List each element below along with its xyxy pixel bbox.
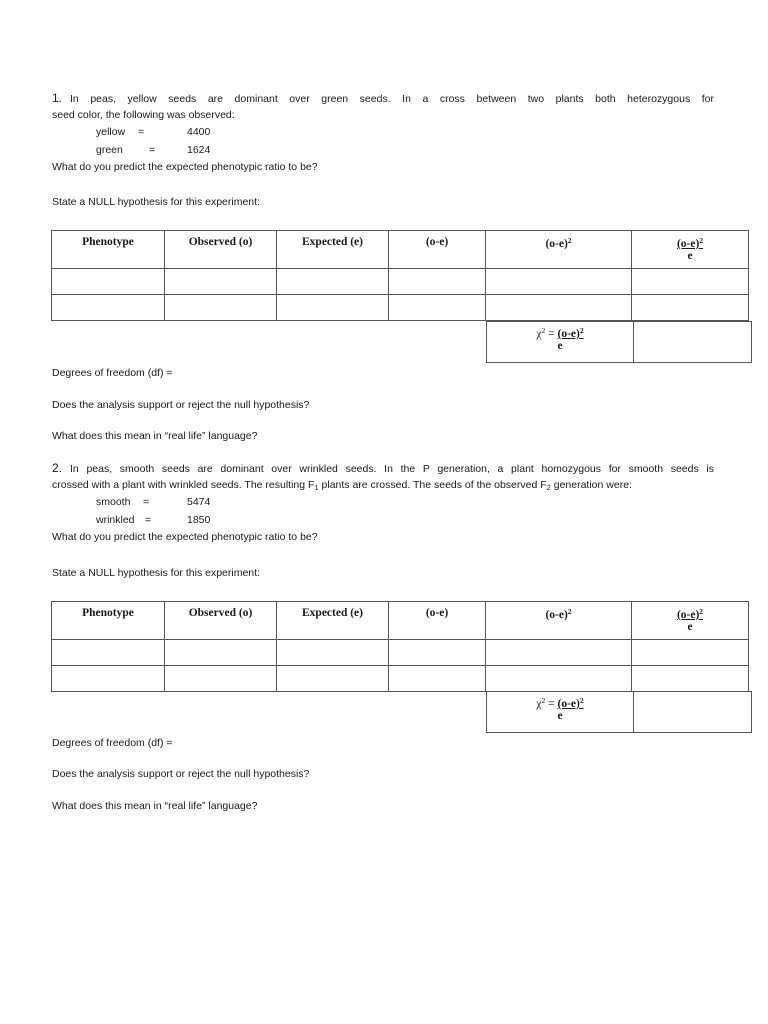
chi-square-formula: $\chi^2 = (o-e)^2$ e <box>487 322 634 363</box>
problem1-number: 1. <box>52 91 63 105</box>
header-observed: Observed (o) <box>165 231 277 269</box>
table-cell[interactable] <box>389 269 486 295</box>
table-cell[interactable] <box>277 640 389 666</box>
header-expected: Expected (e) <box>277 231 389 269</box>
problem2-q-null: State a NULL hypothesis for this experiment: <box>52 567 260 579</box>
problem2-q-real: What does this mean in “real life” language? <box>52 800 258 812</box>
header-o-minus-e-squared: $(o-e)^2$ <box>486 602 632 640</box>
problem2-obs-value: 5474 <box>187 496 211 508</box>
chi-square-sum-1 <box>486 321 752 363</box>
table-cell[interactable] <box>165 640 277 666</box>
problem2-obs-label: smooth <box>96 496 131 508</box>
table-cell[interactable] <box>52 666 165 692</box>
table-cell[interactable] <box>165 666 277 692</box>
problem1-q-df: Degrees of freedom (df) = <box>52 367 173 379</box>
header-observed: Observed (o) <box>165 602 277 640</box>
problem2-obs-eq: = <box>145 514 152 526</box>
table-cell[interactable] <box>165 295 277 321</box>
table-cell[interactable] <box>277 666 389 692</box>
problem1-obs-eq: = <box>138 126 145 138</box>
table-cell[interactable] <box>389 295 486 321</box>
table-cell[interactable] <box>632 269 749 295</box>
problem1-obs-eq: = <box>149 144 156 156</box>
table-cell[interactable] <box>277 269 389 295</box>
problem1-text-line1: 1. In peas, yellow seeds are dominant over green seeds. In a cross between two plants both heterozygous for <box>52 91 714 105</box>
chi-square-value-cell[interactable] <box>634 322 752 363</box>
chi-square-table-1 <box>51 230 749 321</box>
problem1-obs-label: green <box>96 144 123 156</box>
chi-square-sum-2 <box>486 691 752 733</box>
problem1-q-support: Does the analysis support or reject the null hypothesis? <box>52 399 310 411</box>
problem2-q-ratio: What do you predict the expected phenotypic ratio to be? <box>52 531 318 543</box>
problem2-number: 2. <box>52 461 63 475</box>
problem2-text-line1: 2. In peas, smooth seeds are dominant over wrinkled seeds. In the P generation, a plant homozygous for smooth seeds is <box>52 461 714 475</box>
header-phenotype: Phenotype <box>52 231 165 269</box>
table-cell[interactable] <box>486 269 632 295</box>
table-cell[interactable] <box>486 295 632 321</box>
problem1-q-real: What does this mean in “real life” language? <box>52 430 258 442</box>
problem2-q-df: Degrees of freedom (df) = <box>52 737 173 749</box>
table-cell[interactable] <box>277 295 389 321</box>
table-cell[interactable] <box>632 666 749 692</box>
table-cell[interactable] <box>165 269 277 295</box>
problem2-obs-value: 1850 <box>187 514 211 526</box>
table-cell[interactable] <box>632 295 749 321</box>
table-cell[interactable] <box>389 640 486 666</box>
table-cell[interactable] <box>52 269 165 295</box>
chi-square-value-cell[interactable] <box>634 692 752 733</box>
header-fraction: $(o-e)^2$ e <box>632 231 749 269</box>
problem1-text-line2: seed color, the following was observed: <box>52 109 235 121</box>
header-o-minus-e-squared: $(o-e)^2$ <box>486 231 632 269</box>
table-cell[interactable] <box>389 666 486 692</box>
table-cell[interactable] <box>486 666 632 692</box>
header-o-minus-e: (o-e) <box>389 602 486 640</box>
table-cell[interactable] <box>52 640 165 666</box>
header-expected: Expected (e) <box>277 602 389 640</box>
chi-square-formula: $\chi^2 = (o-e)^2$ e <box>487 692 634 733</box>
header-o-minus-e: (o-e) <box>389 231 486 269</box>
chi-square-table-2 <box>51 601 749 692</box>
problem1-q-ratio: What do you predict the expected phenotypic ratio to be? <box>52 161 318 173</box>
header-phenotype: Phenotype <box>52 602 165 640</box>
problem2-obs-label: wrinkled <box>96 514 135 526</box>
problem2-q-support: Does the analysis support or reject the null hypothesis? <box>52 768 310 780</box>
table-cell[interactable] <box>486 640 632 666</box>
problem1-obs-value: 4400 <box>187 126 211 138</box>
header-fraction: $(o-e)^2$ e <box>632 602 749 640</box>
table-cell[interactable] <box>632 640 749 666</box>
problem2-obs-eq: = <box>143 496 150 508</box>
problem2-text-line2: crossed with a plant with wrinkled seeds. The resulting $F_1$ plants are crossed. The seeds of the observed $F_2$ generation were: <box>52 479 632 492</box>
problem1-obs-value: 1624 <box>187 144 211 156</box>
problem1-obs-label: yellow <box>96 126 126 138</box>
table-cell[interactable] <box>52 295 165 321</box>
problem1-q-null: State a NULL hypothesis for this experiment: <box>52 196 260 208</box>
